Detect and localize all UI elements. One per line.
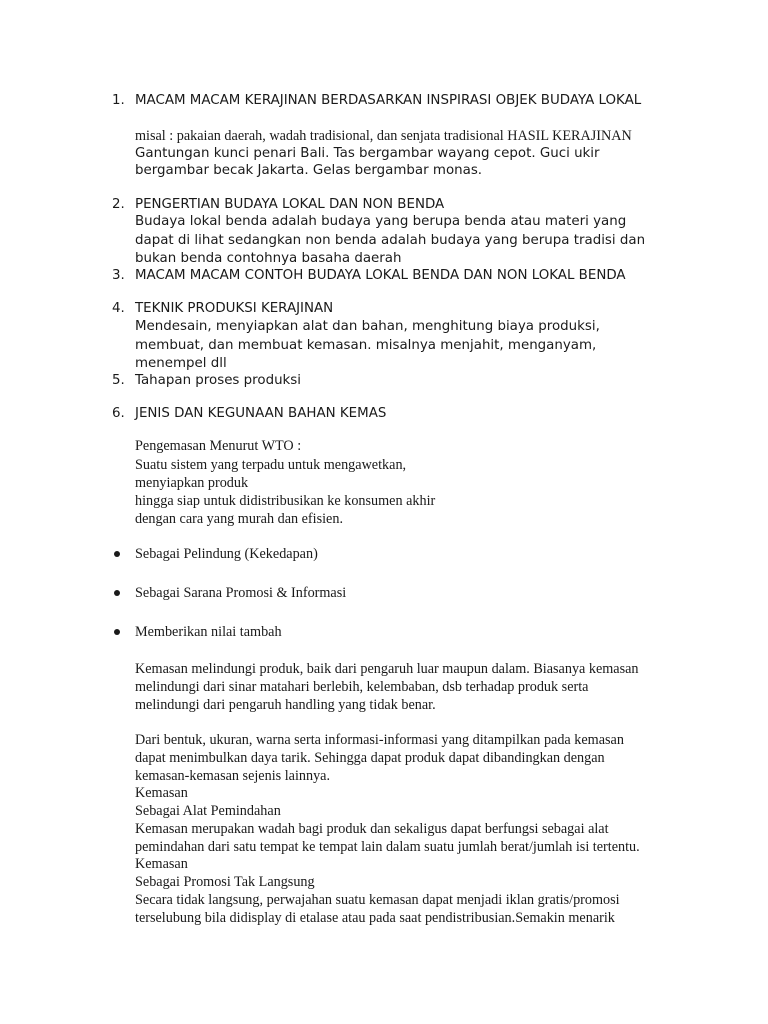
bullet-item: Sebagai Pelindung (Kekedapan) — [135, 546, 318, 562]
paragraph-2-line: Dari bentuk, ukuran, warna serta informasi-informasi yang ditampilkan pada kemasan — [135, 732, 624, 748]
item-4-body-line: Mendesain, menyiapkan alat dan bahan, menghitung biaya produksi, — [135, 319, 600, 334]
paragraph-1-line: melindungi dari sinar matahari berlebih, kelembaban, dsb terhadap produk serta — [135, 679, 589, 695]
bullet-item: Memberikan nilai tambah — [135, 624, 282, 640]
item-1-detail-line: bergambar becak Jakarta. Gelas bergambar monas. — [135, 163, 483, 178]
list-number-5: 5. — [112, 373, 125, 388]
item-2-body-line: bukan benda contohnya basaha daerah — [135, 251, 402, 266]
heading-item-6: JENIS DAN KEGUNAAN BAHAN KEMAS — [135, 406, 387, 421]
item-2-body-line: Budaya lokal benda adalah budaya yang berupa benda atau materi yang — [135, 214, 627, 229]
paragraph-2-line: Secara tidak langsung, perwajahan suatu kemasan dapat menjadi iklan gratis/promosi — [135, 892, 620, 908]
list-number-2: 2. — [112, 197, 125, 212]
bullet-item: Sebagai Sarana Promosi & Informasi — [135, 585, 347, 601]
paragraph-2-line: pemindahan dari satu tempat ke tempat lain dalam suatu jumlah berat/jumlah isi tertentu. — [135, 839, 640, 855]
list-number-4: 4. — [112, 301, 125, 316]
item-4-body-line: menempel dll — [135, 356, 227, 371]
wto-line: menyiapkan produk — [135, 475, 249, 491]
bullet-dot-icon — [114, 590, 120, 596]
heading-item-4: TEKNIK PRODUKSI KERAJINAN — [135, 301, 334, 316]
bullet-dot-icon — [114, 629, 120, 635]
heading-item-3: MACAM MACAM CONTOH BUDAYA LOKAL BENDA DAN NON LOKAL BENDA — [135, 268, 626, 283]
item-1-detail-line: Gantungan kunci penari Bali. Tas bergambar wayang cepot. Guci ukir — [135, 146, 600, 161]
heading-item-1: MACAM MACAM KERAJINAN BERDASARKAN INSPIRASI OBJEK BUDAYA LOKAL — [135, 93, 642, 108]
paragraph-2-line: Sebagai Promosi Tak Langsung — [135, 874, 315, 890]
paragraph-2-line: kemasan-kemasan sejenis lainnya. — [135, 768, 331, 784]
paragraph-2-line: Kemasan — [135, 785, 188, 801]
list-number-1: 1. — [112, 93, 125, 108]
wto-line: dengan cara yang murah dan efisien. — [135, 511, 343, 527]
heading-item-2: PENGERTIAN BUDAYA LOKAL DAN NON BENDA — [135, 197, 445, 212]
paragraph-1-line: melindungi dari pengaruh handling yang tidak benar. — [135, 697, 436, 713]
wto-line: Suatu sistem yang terpadu untuk mengawetkan, — [135, 457, 407, 473]
list-number-6: 6. — [112, 406, 125, 421]
wto-line: hingga siap untuk didistribusikan ke konsumen akhir — [135, 493, 436, 509]
paragraph-2-line: Kemasan — [135, 856, 188, 872]
item-1-detail-serif: misal : pakaian daerah, wadah tradisional, dan senjata tradisional HASIL KERAJINAN — [135, 128, 632, 144]
item-2-body-line: dapat di lihat sedangkan non benda adalah budaya yang berupa tradisi dan — [135, 233, 646, 248]
list-number-3: 3. — [112, 268, 125, 283]
paragraph-2-line: terselubung bila didisplay di etalase atau pada saat pendistribusian.Semakin menarik — [135, 910, 615, 926]
paragraph-1-line: Kemasan melindungi produk, baik dari pengaruh luar maupun dalam. Biasanya kemasan — [135, 661, 639, 677]
heading-item-5: Tahapan proses produksi — [135, 373, 302, 388]
wto-line: Pengemasan Menurut WTO : — [135, 438, 302, 454]
item-4-body-line: membuat, dan membuat kemasan. misalnya menjahit, menganyam, — [135, 338, 597, 353]
paragraph-2-line: dapat menimbulkan daya tarik. Sehingga dapat produk dapat dibandingkan dengan — [135, 750, 605, 766]
paragraph-2-line: Sebagai Alat Pemindahan — [135, 803, 281, 819]
bullet-dot-icon — [114, 551, 120, 557]
paragraph-2-line: Kemasan merupakan wadah bagi produk dan sekaligus dapat berfungsi sebagai alat — [135, 821, 609, 837]
